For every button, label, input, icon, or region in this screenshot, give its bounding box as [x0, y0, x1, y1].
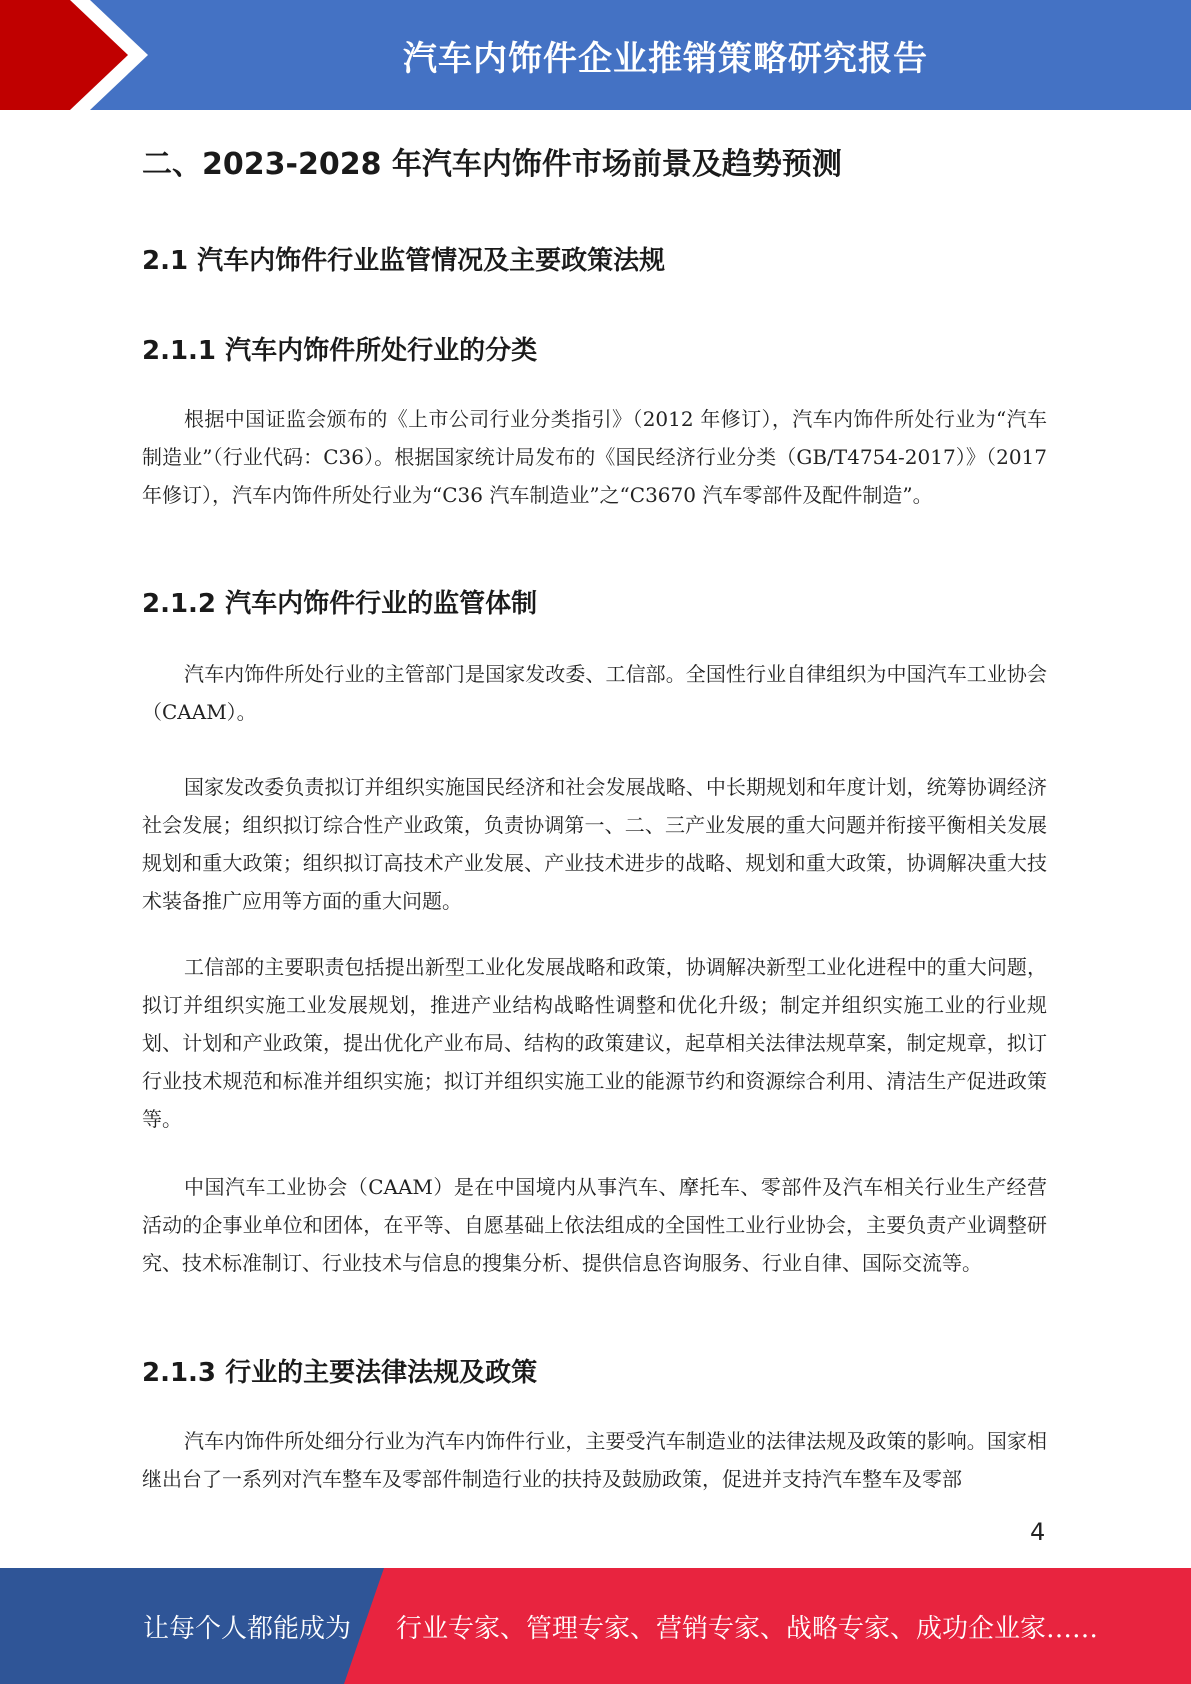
footer-slogan-left: 让每个人都能成为	[143, 1613, 352, 1644]
report-title: 汽车内饰件企业推销策略研究报告	[403, 38, 928, 79]
heading-2-1-2: 2.1.2 汽车内饰件行业的监管体制	[142, 589, 538, 619]
paragraph-caam: 中国汽车工业协会（CAAM）是在中国境内从事汽车、摩托车、零部件及汽车相关行业生产经营活动的企事业单位和团体，在平等、自愿基础上依法组成的全国性工业行业协会，主要负责产业调整研究、技术标准制订、行业技术与信息的搜集分析、提供信息咨询服务、行业自律、国际交流等。	[142, 1175, 1047, 1275]
paragraph-miit: 工信部的主要职责包括提出新型工业化发展战略和政策，协调解决新型工业化进程中的重大问题，拟订并组织实施工业发展规划，推进产业结构战略性调整和优化升级；制定并组织实施工业的行业规划、计划和产业政策，提出优化产业布局、结构的政策建议，起草相关法律法规草案，制定规章，拟订行业技术规范和标准并组织实施；拟订并组织实施工业的能源节约和资源综合利用、清洁生产促进政策等。	[142, 955, 1047, 1131]
page-number: 4	[1030, 1518, 1046, 1546]
chevron-arrow-icon	[0, 0, 160, 110]
footer-banner	[0, 1568, 1191, 1684]
paragraph-ndrc: 国家发改委负责拟订并组织实施国民经济和社会发展战略、中长期规划和年度计划，统筹协调经济社会发展；组织拟订综合性产业政策，负责协调第一、二、三产业发展的重大问题并衔接平衡相关发展规划和重大政策；组织拟订高技术产业发展、产业技术进步的战略、规划和重大政策，协调解决重大技术装备推广应用等方面的重大问题。	[142, 775, 1047, 913]
footer-slogan-right: 行业专家、管理专家、营销专家、战略专家、成功企业家……	[396, 1613, 1099, 1644]
paragraph-classification: 根据中国证监会颁布的《上市公司行业分类指引》（2012 年修订），汽车内饰件所处行业为“汽车制造业”（行业代码：C36）。根据国家统计局发布的《国民经济行业分类（GB/T4754-2017）》（2017 年修订），汽车内饰件所处行业为“C36 汽车制造业”之“C3670 汽车零部件及配件制造”。	[142, 407, 1047, 507]
heading-2-1: 2.1 汽车内饰件行业监管情况及主要政策法规	[142, 246, 666, 276]
heading-2-1-3: 2.1.3 行业的主要法律法规及政策	[142, 1358, 538, 1388]
heading-2-1-1: 2.1.1 汽车内饰件所处行业的分类	[142, 336, 538, 366]
section-title: 二、2023-2028 年汽车内饰件市场前景及趋势预测	[142, 147, 842, 182]
paragraph-regulators: 汽车内饰件所处行业的主管部门是国家发改委、工信部。全国性行业自律组织为中国汽车工业协会（CAAM）。	[142, 662, 1047, 724]
header-banner	[0, 0, 1191, 110]
paragraph-laws: 汽车内饰件所处细分行业为汽车内饰件行业，主要受汽车制造业的法律法规及政策的影响。国家相继出台了一系列对汽车整车及零部件制造行业的扶持及鼓励政策，促进并支持汽车整车及零部	[142, 1429, 1047, 1491]
